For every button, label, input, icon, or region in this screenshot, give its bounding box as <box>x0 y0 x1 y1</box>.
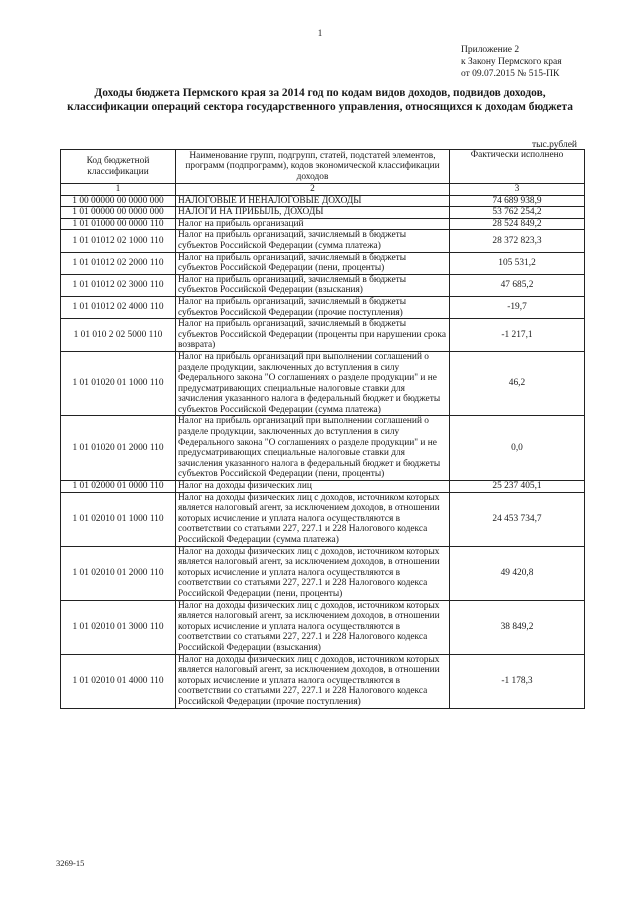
table-row <box>61 416 585 481</box>
appendix-line: Приложение 2 <box>461 45 520 55</box>
table-row <box>61 230 585 252</box>
table-row <box>61 296 585 318</box>
row-name: НАЛОГИ НА ПРИБЫЛЬ, ДОХОДЫ <box>176 207 450 219</box>
row-code: 1 01 02010 01 3000 110 <box>61 600 176 654</box>
row-amount: 46,2 <box>450 351 585 416</box>
table-row <box>61 252 585 274</box>
row-amount: 53 762 254,2 <box>450 207 585 219</box>
appendix-block <box>461 44 562 80</box>
row-code: 1 01 01012 02 1000 110 <box>61 230 176 252</box>
row-amount: 0,0 <box>450 416 585 481</box>
column-number: 2 <box>176 184 450 196</box>
row-amount: 25 237 405,1 <box>450 481 585 493</box>
row-name: Налог на прибыль организаций, зачисляемый в бюджеты субъектов Российской Федерации (сумма платежа) <box>176 230 450 252</box>
table-row <box>61 195 585 207</box>
row-name: Налог на прибыль организаций при выполнении соглашений о разделе продукции, заключенных до вступления в силу Федерального закона "О соглашениях о разделе продукции" и не предусматривающих специальные налоговые ставки для зачисления указанного налога в федеральный бюджет и бюджеты субъектов Российской Федерации (пени, проценты) <box>176 416 450 481</box>
table-row <box>61 351 585 416</box>
appendix-line: к Закону Пермского края <box>461 57 562 67</box>
row-amount: -1 178,3 <box>450 654 585 708</box>
row-amount: 105 531,2 <box>450 252 585 274</box>
row-amount: -1 217,1 <box>450 319 585 352</box>
row-code: 1 01 00000 00 0000 000 <box>61 207 176 219</box>
row-amount: 24 453 734,7 <box>450 492 585 546</box>
column-number: 3 <box>450 184 585 196</box>
row-code: 1 01 01000 00 0000 110 <box>61 218 176 230</box>
row-name: Налог на прибыль организаций при выполнении соглашений о разделе продукции, заключенных до вступления в силу Федерального закона "О соглашениях о разделе продукции" и не предусматривающих специальные налоговые ставки для зачисления указанного налога в федеральный бюджет и бюджеты субъектов Российской Федерации (сумма платежа) <box>176 351 450 416</box>
row-amount: 49 420,8 <box>450 546 585 600</box>
row-code: 1 01 02000 01 0000 110 <box>61 481 176 493</box>
units-label: тыс.рублей <box>532 140 578 150</box>
row-name: Налог на прибыль организаций, зачисляемый в бюджеты субъектов Российской Федерации (взыскания) <box>176 274 450 296</box>
table-row <box>61 481 585 493</box>
row-name: Налог на доходы физических лиц с доходов, источником которых является налоговый агент, за исключением доходов, в отношении которых исчисление и уплата налога осуществляются в соответствии со статьями 227, 227.1 и 228 Налогового кодекса Российской Федерации (сумма платежа) <box>176 492 450 546</box>
table-row <box>61 546 585 600</box>
document-footer-code: 3269-15 <box>56 858 85 868</box>
row-amount: 38 849,2 <box>450 600 585 654</box>
table-row <box>61 274 585 296</box>
row-code: 1 01 02010 01 1000 110 <box>61 492 176 546</box>
header-amount: Фактически исполнено <box>450 150 585 184</box>
table-row <box>61 492 585 546</box>
table-row <box>61 218 585 230</box>
row-amount: 74 689 938,9 <box>450 195 585 207</box>
row-name: НАЛОГОВЫЕ И НЕНАЛОГОВЫЕ ДОХОДЫ <box>176 195 450 207</box>
header-code: Код бюджетной классификации <box>61 150 176 184</box>
row-name: Налог на доходы физических лиц <box>176 481 450 493</box>
table-row <box>61 600 585 654</box>
document-title: Доходы бюджета Пермского края за 2014 год по кодам видов доходов, подвидов доходов, классификации операций сектора государственного управления, относящихся к доходам бюджета <box>67 87 573 113</box>
row-amount: -19,7 <box>450 296 585 318</box>
row-code: 1 01 01012 02 3000 110 <box>61 274 176 296</box>
revenue-table <box>60 149 585 709</box>
table-row <box>61 654 585 708</box>
row-amount: 47 685,2 <box>450 274 585 296</box>
row-code: 1 01 01012 02 4000 110 <box>61 296 176 318</box>
row-amount: 28 372 823,3 <box>450 230 585 252</box>
table-row <box>61 207 585 219</box>
column-number: 1 <box>61 184 176 196</box>
row-name: Налог на прибыль организаций <box>176 218 450 230</box>
row-code: 1 00 00000 00 0000 000 <box>61 195 176 207</box>
row-code: 1 01 01020 01 2000 110 <box>61 416 176 481</box>
row-code: 1 01 02010 01 2000 110 <box>61 546 176 600</box>
row-name: Налог на доходы физических лиц с доходов, источником которых является налоговый агент, за исключением доходов, в отношении которых исчисление и уплата налога осуществляются в соответствии со статьями 227, 227.1 и 228 Налогового кодекса Российской Федерации (пени, проценты) <box>176 546 450 600</box>
row-name: Налог на прибыль организаций, зачисляемый в бюджеты субъектов Российской Федерации (прочие поступления) <box>176 296 450 318</box>
row-name: Налог на прибыль организаций, зачисляемый в бюджеты субъектов Российской Федерации (проценты при нарушении срока возврата) <box>176 319 450 352</box>
row-code: 1 01 010 2 02 5000 110 <box>61 319 176 352</box>
row-code: 1 01 02010 01 4000 110 <box>61 654 176 708</box>
row-name: Налог на прибыль организаций, зачисляемый в бюджеты субъектов Российской Федерации (пени, проценты) <box>176 252 450 274</box>
header-name: Наименование групп, подгрупп, статей, подстатей элементов, программ (подпрограмм), кодов экономической классификации доходов <box>176 150 450 184</box>
page-number: 1 <box>317 28 323 38</box>
row-name: Налог на доходы физических лиц с доходов, источником которых является налоговый агент, за исключением доходов, в отношении которых исчисление и уплата налога осуществляются в соответствии со статьями 227, 227.1 и 228 Налогового кодекса Российской Федерации (прочие поступления) <box>176 654 450 708</box>
row-code: 1 01 01020 01 1000 110 <box>61 351 176 416</box>
table-header-row <box>61 150 585 184</box>
column-number-row <box>61 184 585 196</box>
appendix-line: от 09.07.2015 № 515-ПК <box>461 69 560 79</box>
row-name: Налог на доходы физических лиц с доходов, источником которых является налоговый агент, за исключением доходов, в отношении которых исчисление и уплата налога осуществляются в соответствии со статьями 227, 227.1 и 228 Налогового кодекса Российской Федерации (взыскания) <box>176 600 450 654</box>
row-code: 1 01 01012 02 2000 110 <box>61 252 176 274</box>
table-row <box>61 319 585 352</box>
row-amount: 28 524 849,2 <box>450 218 585 230</box>
